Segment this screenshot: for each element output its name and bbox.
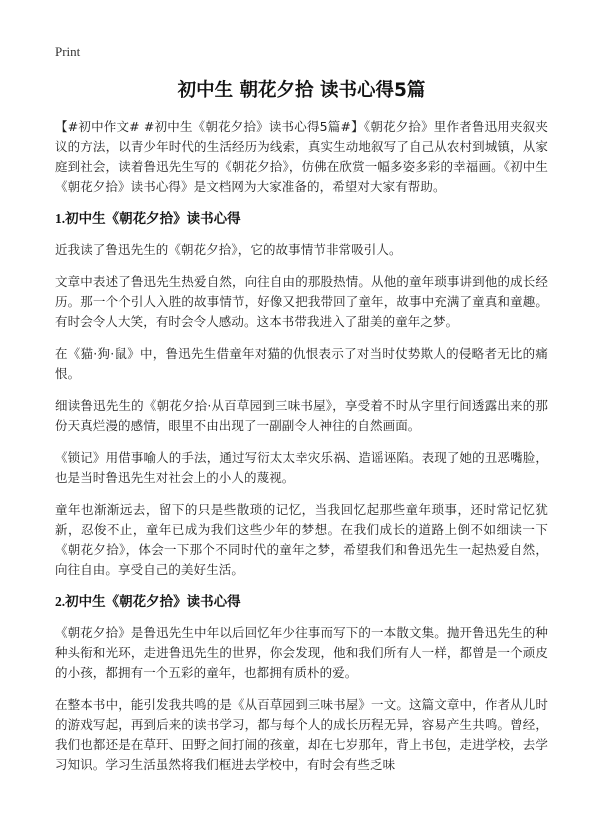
print-link[interactable]: Print bbox=[55, 44, 81, 59]
document-title: 初中生 朝花夕拾 读书心得5篇 bbox=[177, 80, 426, 101]
section-2-paragraph-2: 在整本书中，能引发我共鸣的是《从百草园到三味书屋》一文。这篇文章中，作者从儿时的游戏写起，再到后来的读书学习，都与每个人的成长历程无异，容易产生共鸣。曾经，我们也都还是在草玕、田野之间打闹的孩童，却在七岁那年，背上书包，走进学校，去学习知识。学习生活虽然将我们框进去学校中，有时会有些乏味 bbox=[55, 697, 548, 772]
section-1-paragraph-6: 童年也渐渐远去，留下的只是些散琐的记忆，当我回忆起那些童年琐事，还时常记忆犹新，忍俊不止，童年已成为我们这些少年的梦想。在我们成长的道路上倒不如细读一下《朝花夕拾》，体会一下那个不同时代的童年之梦，希望我们和鲁迅先生一起热爱自然，向往自由。享受自己的美好生活。 bbox=[55, 502, 548, 577]
section-heading-1: 1.初中生《朝花夕拾》读书心得 bbox=[55, 211, 241, 226]
section-1-paragraph-1: 近我读了鲁迅先生的《朝花夕拾》，它的故事情节非常吸引人。 bbox=[55, 242, 402, 257]
section-2-paragraph-1: 《朝花夕拾》是鲁迅先生中年以后回忆年少往事而写下的一本散文集。抛开鲁迅先生的种种头衔和光环，走进鲁迅先生的世界，你会发现，他和我们所有人一样，都曾是一个顽皮的小孩，都拥有一个五彩的童年，也都拥有质朴的爱。 bbox=[55, 625, 548, 680]
section-heading-2: 2.初中生《朝花夕拾》读书心得 bbox=[55, 594, 241, 609]
section-1-paragraph-2: 文章中表述了鲁迅先生热爱自然，向往自由的那股热情。从他的童年琐事讲到他的成长经历。那一个个引人入胜的故事情节，好像又把我带回了童年，故事中充满了童真和童趣。有时会令人大笑，有时会令人感动。这本书带我进入了甜美的童年之梦。 bbox=[55, 274, 548, 329]
section-1-paragraph-5: 《锁记》用借事喻人的手法，通过写衍太太幸灾乐祸、造谣诬陷。表现了她的丑恶嘴脸，也是当时鲁迅先生对社会上的小人的蔑视。 bbox=[55, 450, 548, 485]
document-content bbox=[55, 79, 548, 775]
section-1-paragraph-3: 在《猫·狗·鼠》中，鲁迅先生借童年对猫的仇恨表示了对当时仗势欺人的侵略者无比的痛恨。 bbox=[55, 346, 548, 381]
section-1-paragraph-4: 细读鲁迅先生的《朝花夕拾·从百草园到三味书屋》，享受着不时从字里行间透露出来的那份天真烂漫的感情，眼里不由出现了一副副令人神往的自然画面。 bbox=[55, 398, 548, 433]
intro-paragraph: 【#初中作文# #初中生《朝花夕拾》读书心得5篇#】《朝花夕拾》里作者鲁迅用夹叙夹议的方法，以青少年时代的生活经历为线索，真实生动地叙写了自己从农村到城镇，从家庭到社会，读着鲁迅先生写的《朝花夕拾》，仿佛在欣赏一幅多姿多彩的幸福画。《初中生《朝花夕拾》读书心得》是文档网为大家准备的，希望对大家有帮助。 bbox=[55, 119, 548, 194]
